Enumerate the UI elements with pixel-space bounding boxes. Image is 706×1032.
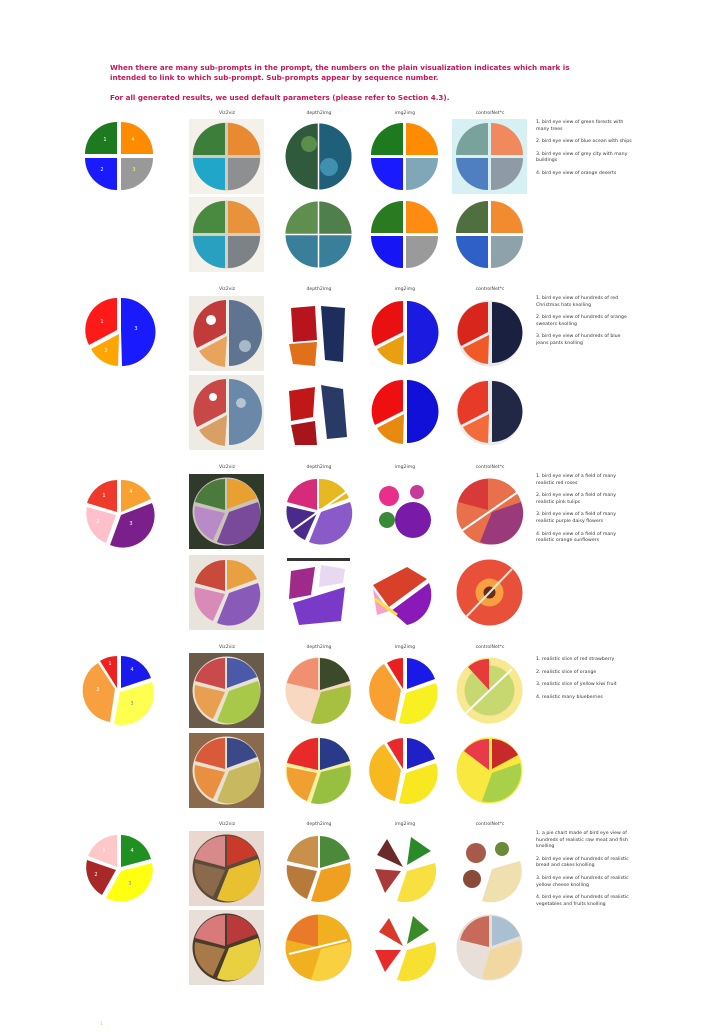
result-image-img2img [367,197,442,272]
column-label-img2img: img2img [394,465,416,470]
column-label-depth2img: depth2img [306,287,332,292]
result-image-img2img [367,653,442,728]
result-image-depth2img [281,197,356,272]
page-number: 1 [100,1021,103,1026]
column-label-viz2viz: Viz2viz [218,465,236,470]
column-label-controlnet: controlNet*c [475,645,505,650]
prompt-list [536,120,632,184]
intro-parameters-note: For all generated results, we used default parameters (please refer to Section 4.3). [110,93,450,102]
result-image-controlnet [452,474,527,549]
plain-pie-chart [84,655,154,725]
prompt-item: 4. bird eye view of a field of many realistic orange sunflowers [536,531,617,544]
result-image-img2img [367,555,442,630]
prompt-item: 3. bird eye view of a field of many realistic purple daisy flowers [536,512,617,524]
prompt-list [536,296,632,354]
pie-label: 1 [103,137,107,143]
result-image-img2img [367,910,442,985]
pie-label: 3 [132,167,136,173]
result-image-img2img [367,375,442,450]
result-image-controlnet [452,296,527,371]
prompt-item: 1. bird eye view of a field of many realistic red roses [536,474,617,486]
result-image-controlnet [452,653,527,728]
plain-pie-chart [84,297,154,367]
result-image-depth2img [281,555,356,630]
result-image-controlnet [452,197,527,272]
result-image-viz2viz [189,653,264,728]
prompt-item: 1. bird eye view of hundreds of red Christmas hats knolling [536,296,619,308]
column-label-depth2img: depth2img [306,465,332,470]
prompt-item: 4. bird eye view of hundreds of realistic vegetables and fruits knolling [536,895,629,907]
result-image-viz2viz [189,119,264,194]
column-label-img2img: img2img [394,111,416,116]
pie-label: 4 [130,848,134,854]
pie-label: 2 [94,872,98,878]
column-label-viz2viz: Viz2viz [218,111,236,116]
pie-label: 3 [130,701,134,707]
column-label-img2img: img2img [394,822,416,827]
result-image-img2img [367,119,442,194]
result-image-controlnet [452,375,527,450]
prompt-item: 2. bird eye view of hundreds of realistic bread and cakes knolling [536,856,629,869]
plain-pie-chart [84,834,154,904]
column-label-img2img: img2img [394,645,416,650]
column-label-controlnet: controlNet*c [475,465,505,470]
prompt-list [536,474,632,551]
column-label-viz2viz: Viz2viz [218,645,236,650]
result-image-depth2img [281,831,356,906]
pie-label: 2 [104,348,108,354]
prompt-item: 2. realistic slice of orange [536,669,597,675]
pie-label: 2 [100,167,104,173]
prompt-item: 2. bird eye view of blue ocean with ships [536,139,632,145]
column-label-controlnet: controlNet*c [475,822,505,827]
result-image-depth2img [281,910,356,985]
pie-label: 4 [130,667,134,673]
result-image-depth2img [281,653,356,728]
column-label-depth2img: depth2img [306,111,332,116]
result-image-img2img [367,474,442,549]
pie-label: 2 [96,687,100,693]
result-image-depth2img [281,375,356,450]
column-label-controlnet: controlNet*c [475,287,505,292]
pie-label: 4 [131,137,135,143]
pie-label: 1 [108,661,112,667]
prompt-item: 4. realistic many blueberries [536,694,603,700]
column-label-depth2img: depth2img [306,645,332,650]
result-image-controlnet [452,831,527,906]
pie-label: 1 [100,319,104,325]
prompt-item: 3. bird eye view of hundreds of blue jeans pants knolling [536,334,621,346]
pie-label: 4 [129,489,133,495]
pie-label: 1 [102,848,106,854]
result-image-viz2viz [189,296,264,371]
prompt-item: 2. bird eye view of hundreds of orange sweaters knolling [536,315,627,327]
plain-pie-chart [84,479,154,549]
plain-pie-chart [84,121,154,191]
intro-note: When there are many sub-prompts in the prompt, the numbers on the plain visualization indicates which mark is intended to link to which sub-prompt. Sub-prompts appear by sequence number. [110,63,570,82]
prompt-item: 3. realistic slice of yellow kiwi fruit [536,682,617,688]
result-image-img2img [367,831,442,906]
result-image-viz2viz [189,733,264,808]
result-image-depth2img [281,119,356,194]
prompt-list [536,657,632,707]
result-image-viz2viz [189,831,264,906]
prompt-item: 3. bird eye view of hundreds of realistic yellow cheese knolling [536,875,629,888]
prompt-item: 4. bird eye view of orange deserts [536,170,617,176]
result-image-viz2viz [189,555,264,630]
result-image-img2img [367,733,442,808]
prompt-item: 2. bird eye view of a field of many realistic pink tulips [536,493,617,505]
result-image-depth2img [281,474,356,549]
result-image-viz2viz [189,375,264,450]
pie-label: 2 [96,519,100,525]
pie-label: 3 [129,521,133,527]
result-image-depth2img [281,296,356,371]
result-image-controlnet [452,733,527,808]
pie-label: 1 [102,493,106,499]
prompt-item: 1. a pie chart made of bird eye view of hundreds of realistic raw meat and fish knolling [536,831,628,850]
result-image-controlnet [452,910,527,985]
prompt-item: 1. bird eye view of green forests with many trees [536,120,624,132]
prompt-item: 3. bird eye view of grey city with many buildings [536,151,628,164]
result-image-controlnet [452,555,527,630]
result-image-controlnet [452,119,527,194]
pie-label: 3 [134,326,138,332]
column-label-depth2img: depth2img [306,822,332,827]
prompt-item: 1. realistic slice of red strawberry [536,657,615,662]
column-label-img2img: img2img [394,287,416,292]
pie-label: 3 [128,881,132,887]
prompt-list [536,831,632,914]
result-image-img2img [367,296,442,371]
column-label-viz2viz: Viz2viz [218,287,236,292]
column-label-controlnet: controlNet*c [475,111,505,116]
result-image-depth2img [281,733,356,808]
column-label-viz2viz: Viz2viz [218,822,236,827]
result-image-viz2viz [189,474,264,549]
result-image-viz2viz [189,197,264,272]
result-image-viz2viz [189,910,264,985]
